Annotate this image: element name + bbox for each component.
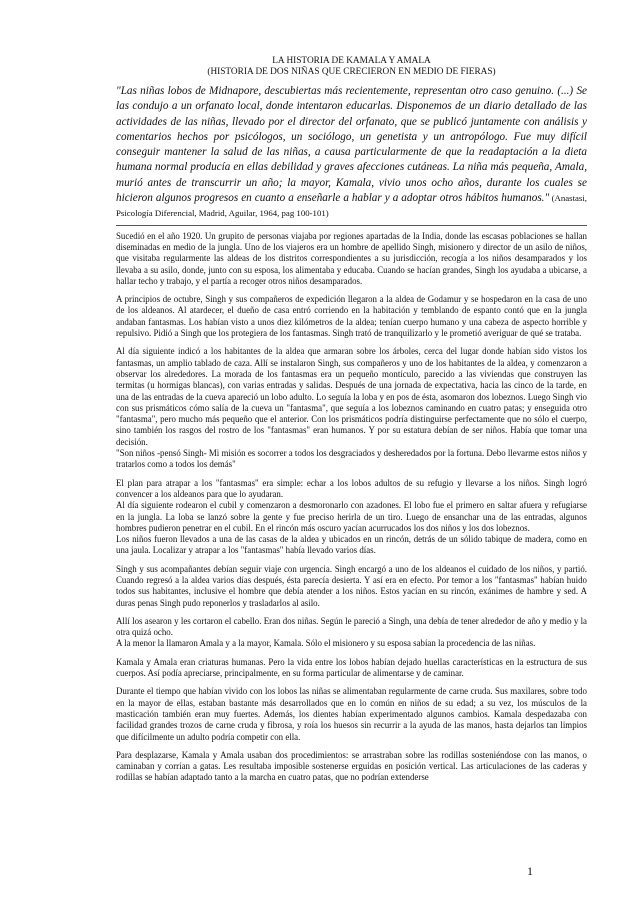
- page-number: 1: [527, 864, 533, 878]
- opening-quote: [116, 84, 587, 222]
- paragraph: El plan para atrapar a los "fantasmas" era simple: echar a los lobos adultos de su refugio y llevarse a los niños. Singh logró convencer a los aldeanos para que lo ayudaran.: [116, 477, 587, 499]
- paragraph: Kamala y Amala eran criaturas humanas. Pero la vida entre los lobos habían dejado huellas características en la estructura de sus cuerpos. Así podía apreciarse, principalmente, en su forma particular de alimentarse y de caminar.: [116, 656, 587, 679]
- paragraph: Singh y sus acompañantes debían seguir viaje con urgencia. Singh encargó a uno de los aldeanos el cuidado de los niños, y partió. Cuando regresó a la aldea varios días después, ésta parecía desierta. Y así era en efecto. Por temor a los "fantasmas" habían huido todos sus habitantes, inclusive el hombre que debía atender a los niños. Estos yacían en su rincón, exánimes de hambre y sed. A duras penas Singh pudo reponerlos y trasladarlos al asilo.: [116, 563, 587, 608]
- document-title: LA HISTORIA DE KAMALA Y AMALA: [272, 56, 431, 66]
- paragraph: Sucedió en el año 1920. Un grupito de personas viajaba por regiones apartadas de la India, donde las escasas poblaciones se hallan diseminadas en medio de la jungla. Uno de los viajeros era un hombre de apellido Singh, misionero y director de un asilo de niños, que visitaba regularmente las aldeas de los distritos correspondientes a su jurisdicción, recogía a los niños desamparados y los llevaba a su asilo, donde, junto con su esposa, los alimentaba y educaba. Cuando se hacían grandes, Singh los ayudaba a ubicarse, a hallar techo y trabajo, y el partía a recoger otros niños desamparados.: [116, 230, 587, 286]
- paragraph: "Son niños -pensó Singh- Mi misión es socorrer a todos los desgraciados y desheredados por la fortuna. Debo llevarme estos niños y tratarlos como a todos los demás": [116, 448, 587, 470]
- paragraph: Al día siguiente indicó a los habitantes de la aldea que armaran sobre los árboles, cerca del lugar donde habían sido vistos los fantasmas, un amplio tablado de caza. Allí se instalaron Singh, sus compañeros y uno de los habitantes de la aldea, y comenzaron a observar los alrededores. La morada de los fantasmas era un pequeño montículo, parecido a las viviendas que construyen las termitas (u hormigas blancas), con varias entradas y salidas. Después de una jornada de expectativa, hacia las cinco de la tarde, en una de las entradas de la cueva apareció un lobo adulto. Lo seguía la loba y en pos de ésta, asomaron dos lobeznos. Luego Singh vio con sus prismáticos cómo salía de la cueva un "fantasma", que seguía a los lobeznos caminando en cuatro patas; y enseguida otro "fantasma", pero mucho más pequeño que el anterior. Con los prismáticos podría distinguirse perfectamente que no sólo el cuerpo, sino también los rasgos del rostro de los "fantasmas" eran humanos. Y por su estatura debían de ser niños. Había que tomar una decisión.: [116, 346, 587, 447]
- paragraph: Al día siguiente rodearon el cubil y comenzaron a desmoronarlo con azadones. El lobo fue el primero en saltar afuera y refugiarse en la jungla. La loba se lanzó sobre la gente y fue preciso herirla de un tiro. Luego de ensanchar una de las entradas, algunos hombres pudieron penetrar en el cubil. En el rincón más oscuro yacían acurrucados los dos niños y los dos lobeznos.: [116, 500, 587, 533]
- quote-citation: (Anastasi, Psicología Diferencial, Madrid, Aguilar, 1964, pag 100-101): [116, 193, 587, 219]
- quote-text: "Las niñas lobos de Midnapore, descubiertas más recientemente, representan otro caso genuino. (...) Se las condujo a un orfanato local, donde intentaron educarlas. Disponemos de un diario detallado de las actividades de las niñas, llevado por el director del orfanato, que se publicó juntamente con análisis y comentarios hechos por psicólogos, un sociólogo, un genetista y un antropólogo. Fue muy difícil conseguir mantener la salud de las niñas, a causa particularmente de que la readaptación a la dieta humana normal producía en ellas debilidad y graves afecciones cutáneas. La niña más pequeña, Amala, murió antes de transcurrir un año; la mayor, Kamala, vivio unos ocho años, durante los cuales se hicieron algunos progresos en cuanto a enseñarle a hablar y a adoptar otros hábitos humanos.": [116, 85, 587, 205]
- divider: [116, 225, 587, 226]
- document-subtitle: (HISTORIA DE DOS NIÑAS QUE CRECIERON EN MEDIO DE FIERAS): [207, 67, 496, 77]
- paragraph: Para desplazarse, Kamala y Amala usaban dos procedimientos: se arrastraban sobre las rodillas sosteniéndose con las manos, o caminaban y corrían a gatas. Les resultaba imposible sostenerse erguidas en posición vertical. Las articulaciones de las caderas y rodillas se habían adaptado tanto a la marcha en cuatro patas, que no podrían extenderse: [116, 749, 587, 783]
- paragraph: A la menor la llamaron Amala y a la mayor, Kamala. Sólo el misionero y su esposa sabían la procedencia de las niñas.: [116, 638, 536, 649]
- paragraph: A principios de octubre, Singh y sus compañeros de expedición llegaron a la aldea de Godamur y se hospedaron en la casa de uno de los aldeanos. Al atardecer, el dueño de casa entró corriendo en la habitación y temblando de espanto contó que en la jungla andaban fantasmas. Los habían visto a unos diez kilómetros de la aldea; tenían cuerpo humano y una cabeza de aspecto horrible y repulsivo. Pidió a Singh que los protegiera de los fantasmas. Singh trató de tranquilizarlo y le prometió averiguar de qué se trataba.: [116, 294, 587, 339]
- document-body: [116, 56, 587, 791]
- paragraph: Durante el tiempo que habían vivido con los lobos las niñas se alimentaban regularmente de carne cruda. Sus maxilares, sobre todo en la mayor de ellas, estaban bastante más desarrollados que en lo común en niños de su edad; a su vez, los músculos de la masticación también eran muy fuertes. Además, los dientes habían experimentado algunos cambios. Kamala despedazaba con facilidad grandes trozos de carne cruda y fibrosa, y roía los huesos sin recurrir a la ayuda de las manos, hasta dejarlos tan limpios que difícilmente un adulto podría competir con ella.: [116, 686, 587, 742]
- paragraph: Allí los asearon y les cortaron el cabello. Eran dos niñas. Según le pareció a Singh, una debía de tener alrededor de año y medio y la otra quizá ocho.: [116, 615, 587, 638]
- paragraph: Los niños fueron llevados a una de las casas de la aldea y ubicados en un rincón, detrás de un sólido tabique de madera, como en una jaula. Localizar y atrapar a los "fantasmas" había llevado varios días.: [116, 534, 587, 556]
